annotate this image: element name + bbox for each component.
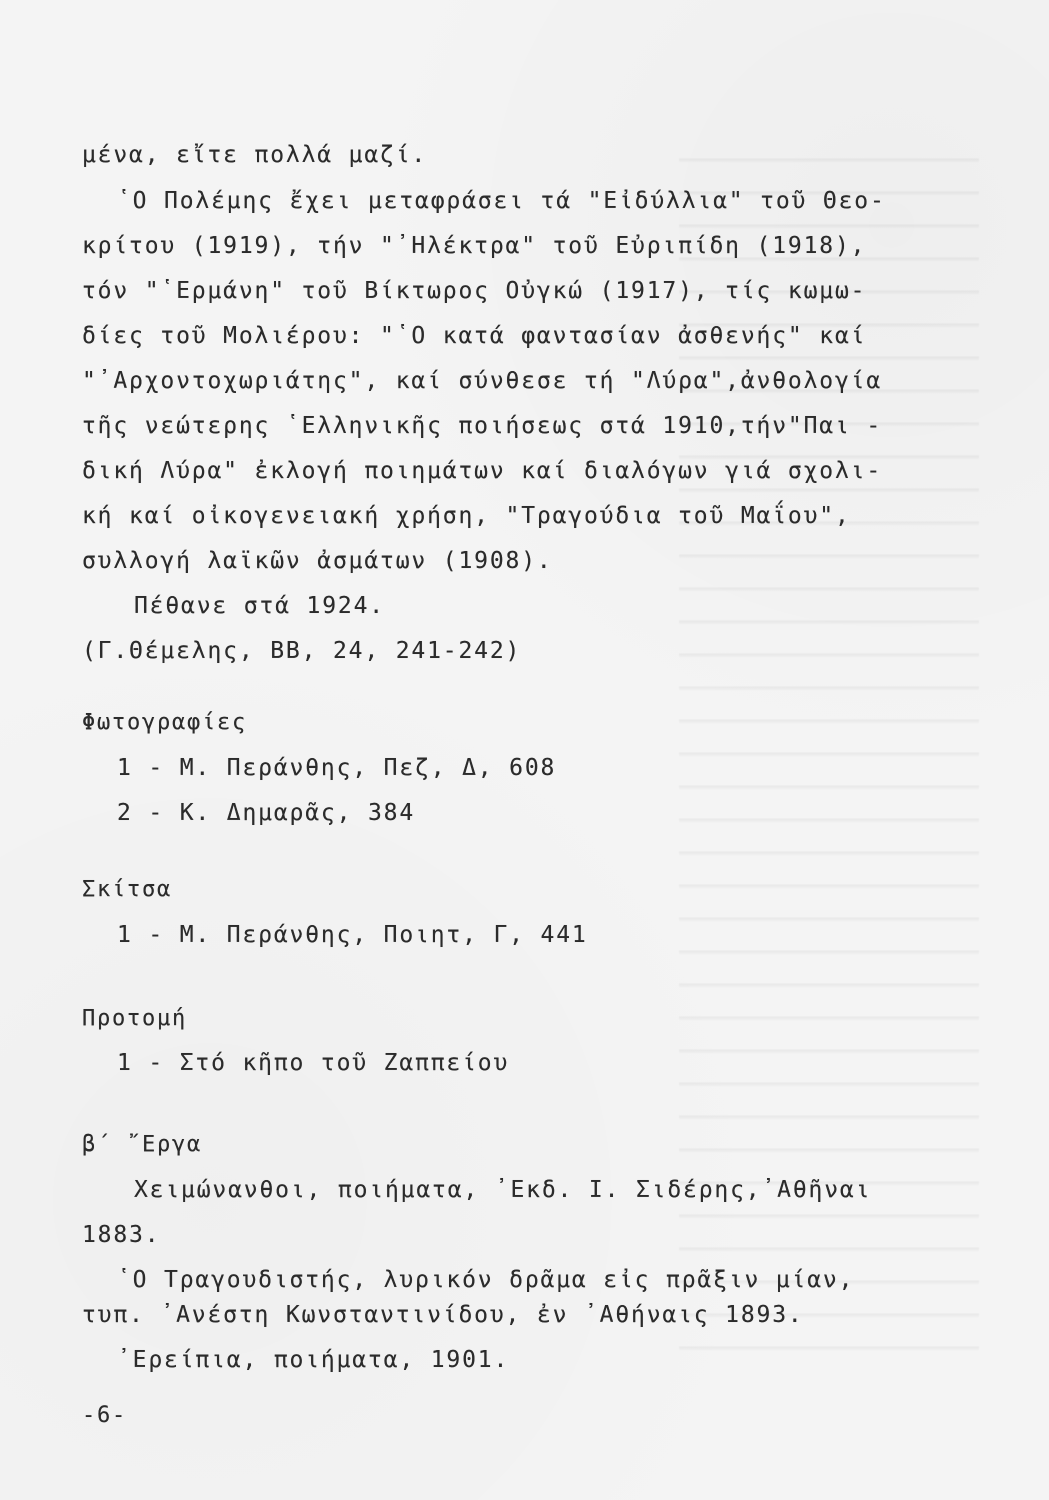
bust-item: 1 - Στό κῆπο τοῦ Ζαππείου (117, 1050, 510, 1076)
works-line: 1883. (82, 1222, 161, 1248)
text-line: μένα, εἴτε πολλά μαζί. (82, 142, 428, 168)
works-line: ᾿Ερείπια, ποιήματα, 1901. (117, 1347, 510, 1373)
text-line: κρίτου (1919), τήν "᾿Ηλέκτρα" τοῦ Εὐριπίδη (1918), (82, 233, 867, 259)
text-line: τῆς νεώτερης ῾Ελληνικῆς ποιήσεως στά 1910,τήν"Παι - (82, 413, 883, 439)
text-line: "᾿Αρχοντοχωριάτης", καί σύνθεσε τή "Λύρα",ἀνθολογία (82, 368, 883, 394)
works-line: τυπ. ᾿Ανέστη Κωνσταντινίδου, ἐν ᾿Αθήναις 1893. (82, 1302, 804, 1328)
sketch-item: 1 - Μ. Περάνθης, Ποιητ, Γ, 441 (117, 922, 588, 948)
text-line: δίες τοῦ Μολιέρου: "῾Ο κατά φαντασίαν ἀσθενής" καί (82, 323, 867, 349)
photo-item: 2 - Κ. Δημαρᾶς, 384 (117, 800, 416, 826)
sketches-heading: Σκίτσα (82, 877, 173, 902)
text-line: Πέθανε στά 1924. (134, 593, 385, 619)
works-line: Χειμώνανθοι, ποιήματα, ᾿Εκδ. Ι. Σιδέρης,᾿Αθῆναι (134, 1177, 872, 1203)
works-line: ῾Ο Τραγουδιστής, λυρικόν δρᾶμα εἰς πρᾶξιν μίαν, (117, 1267, 855, 1293)
page-number: -6- (82, 1403, 128, 1428)
bust-heading: Προτομή (82, 1006, 188, 1031)
citation-line: (Γ.Θέμελης, ΒΒ, 24, 241-242) (82, 638, 522, 664)
text-line: ῾Ο Πολέμης ἔχει μεταφράσει τά "Εἰδύλλια" τοῦ Θεο- (117, 188, 886, 214)
text-line: δική Λύρα" ἐκλογή ποιημάτων καί διαλόγων γιά σχολι- (82, 458, 883, 484)
works-heading: β΄ ῎Εργα (82, 1132, 203, 1157)
text-line: κή καί οἰκογενειακή χρήση, "Τραγούδια τοῦ Μαΐου", (82, 503, 851, 529)
text-line: συλλογή λαϊκῶν ἀσμάτων (1908). (82, 548, 553, 574)
text-line: τόν "῾Ερμάνη" τοῦ Βίκτωρος Οὐγκώ (1917), τίς κωμω- (82, 278, 867, 304)
photos-heading: Φωτογραφίες (82, 710, 248, 735)
photo-item: 1 - Μ. Περάνθης, Πεζ, Δ, 608 (117, 755, 557, 781)
